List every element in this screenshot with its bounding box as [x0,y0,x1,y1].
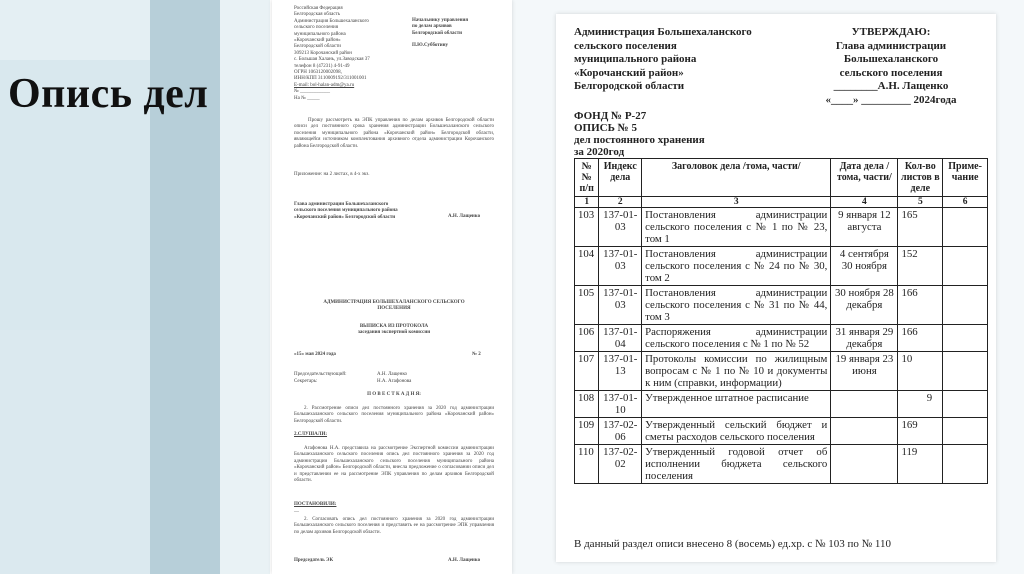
row-index: 137-01-03 [599,208,642,247]
column-number: 5 [898,197,943,208]
table-row [575,445,988,484]
letter-document [272,0,512,574]
reg-number-ref: На № _____ [294,95,320,101]
letterhead-line: ИНН/КПП 3110009192/311001001 [294,76,367,82]
org-line: Белгородской области [574,80,685,92]
request-text: Прошу рассмотреть на ЭПК управления по делам архивов Белгородской области описи дел постоянного срока хранения администрации Большехаланского сельского поселения муниципального района «Корочанский район» Белгородской области, являющейся источником комплектования архивного отдела администрации Корочанского района Белгородской области. [294,118,494,149]
row-index: 137-01-03 [599,286,642,325]
decided-dash: — [294,510,299,515]
letterhead-line: Белгородской области [294,44,341,50]
row-date: 19 января 23 июня [831,352,898,391]
background-stripe [0,0,150,60]
approval-line: Глава администрации [835,39,947,52]
letterhead-line: с. Большая Халань, ул.Заводская 37 [294,57,370,63]
row-note [943,247,988,286]
col-header-number: № № п/п [575,159,599,197]
row-title: Протоколы комиссии по жилищным вопросам с № 1 по № 10 и документы к ним (справки, информации) [642,352,831,391]
row-sheets: 169 [898,418,943,445]
row-number: 105 [575,286,599,325]
letterhead [294,6,404,102]
org-line: «Корочанский район» [574,66,684,79]
row-note [943,418,988,445]
org-line: муниципального района [574,53,697,65]
letterhead-line: сельского поселения [294,25,339,31]
table-row [575,418,988,445]
letterhead-line: Белгородская область [294,12,341,18]
table-row [575,352,988,391]
row-note [943,445,988,484]
row-number: 110 [575,445,599,484]
fund-line: дел постоянного хранения [574,134,705,146]
signer-block [294,202,444,221]
protocol-title-line: заседания экспертной комиссии [357,330,431,336]
chairman-name: А.Н. Лащенко [377,372,408,377]
reg-number: № ____________ [294,89,331,95]
letterhead-line: ОГРН 1063120002098, [294,70,342,76]
org-line: сельского поселения [574,39,677,52]
inventory-table [574,158,988,484]
fund-line: ОПИСЬ № 5 [574,122,637,134]
email-line: E-mail: bol-halan-adm@ya.ru [294,82,355,88]
column-number: 3 [642,197,831,208]
row-index: 137-02-02 [599,445,642,484]
agenda-title: П О В Е С Т К А Д Н Я: [367,392,421,397]
row-title: Постановления администрации сельского поселения с № 31 по № 44, том 3 [642,286,831,325]
col-header-title: Заголовок дела /тома, части/ [642,159,831,197]
column-number: 1 [575,197,599,208]
row-note [943,352,988,391]
approval-line: «____» _________ 2024года [825,93,957,106]
row-index: 137-01-03 [599,247,642,286]
addressee-line: Белгородской области [412,30,463,36]
row-sheets: 152 [898,247,943,286]
row-sheets: 165 [898,208,943,247]
letterhead-line: Администрация Большехаланского [294,18,369,24]
row-date [831,445,898,484]
row-title: Утвержденный сельский бюджет и сметы расходов сельского поселения [642,418,831,445]
secretary-label: Секретарь: [294,379,318,384]
signer-line: сельского поселения муниципального района [294,208,398,214]
row-number: 106 [575,325,599,352]
letterhead-line: 309213 Корочанский район [294,50,352,56]
signer-line: Глава администрации Большехаланского [294,202,389,207]
chairman-label: Председательствующий: [294,372,347,377]
col-header-sheets: Кол-во листов в деле [898,159,943,197]
row-number: 107 [575,352,599,391]
addressee-line: по делам архивов [412,24,452,30]
row-sheets: 166 [898,286,943,325]
row-note [943,325,988,352]
heard-text: Агафонова Н.А. представила на рассмотрение Экспертной комиссии администрации Большехаланского сельского поселения опись дел постоянного хранения за 2020 год администрации Большехаланского сельского поселения муниципального района «Корочанский район» Белгородской области, внесла предложение о согласовании описи дел и представлении ее на рассмотрение ЭПК управления по делам архивов Белгородской области. [294,446,494,484]
protocol-number: № 2 [472,352,481,357]
row-date: 31 января 29 декабря [831,325,898,352]
row-title: Распоряжения администрации сельского поселения с № 1 по № 52 [642,325,831,352]
protocol-title [294,324,494,337]
row-date: 4 сентября 30 ноября [831,247,898,286]
signer-line: «Корочанский район» Белгородской области [294,214,396,220]
column-numbers-row [575,197,988,208]
decided-title: ПОСТАНОВИЛИ: [294,502,337,507]
heard-title: 2.СЛУШАЛИ: [294,432,328,437]
col-header-date: Дата дела /тома, части/ [831,159,898,197]
row-index: 137-01-04 [599,325,642,352]
chair-ek-label: Председатель ЭК [294,558,334,563]
row-sheets: 119 [898,445,943,484]
protocol-header [294,300,494,313]
inventory-footer: В данный раздел описи внесено 8 (восемь) ед.хр. с № 103 по № 110 [574,538,891,550]
row-date [831,418,898,445]
inventory-document [556,14,996,562]
addressee-name: П.Ю.Субботину [412,43,449,49]
table-row [575,286,988,325]
row-date: 30 ноября 28 декабря [831,286,898,325]
row-index: 137-01-10 [599,391,642,418]
background-stripe [220,0,270,574]
column-number: 4 [831,197,898,208]
table-header-row [575,159,988,197]
row-number: 104 [575,247,599,286]
fund-line: за 2020год [574,146,625,158]
col-header-index: Индекс дела [599,159,642,197]
table-row [575,247,988,286]
row-sheets: 9 [898,391,943,418]
approval-line: ________А.Н. Лащенко [833,80,949,92]
attachment-line: Приложение: на 2 листах, в 4-х экз. [294,172,370,177]
row-date: 9 января 12 августа [831,208,898,247]
agenda-text: 2. Рассмотрение описи дел постоянного хранения за 2020 год администрации Большехаланского сельского поселения муниципального района «Корочанский район» Белгородской области. [294,406,494,424]
row-number: 109 [575,418,599,445]
approval-line: сельского поселения [839,66,943,79]
row-index: 137-02-06 [599,418,642,445]
row-index: 137-01-13 [599,352,642,391]
addressee-line: Начальнику управления [412,18,469,23]
protocol-title-line: ВЫПИСКА ИЗ ПРОТОКОЛА [359,324,429,329]
table-row [575,391,988,418]
row-title: Утвержденный годовой отчет об исполнении бюджета сельского поселения [642,445,831,484]
addressee [412,18,502,50]
background-stripe [0,330,150,574]
row-title: Постановления администрации сельского поселения с № 24 по № 30, том 2 [642,247,831,286]
table-row [575,208,988,247]
decided-text: 2. Согласовать опись дел постоянного хранения за 2020 год администрации Большехаланского сельского поселения и представить ее на рассмотрение ЭПК управления по делам архивов Белгородской области. [294,517,494,535]
chair-ek-name: А.Н. Лащенко [448,558,481,563]
row-sheets: 166 [898,325,943,352]
fund-line: ФОНД № Р-27 [574,110,647,122]
row-title: Постановления администрации сельского поселения с № 1 по № 23, том 1 [642,208,831,247]
column-number: 6 [943,197,988,208]
organization-block [574,26,752,94]
org-line: Администрация Большехаланского [574,26,752,38]
secretary-name: Н.А. Агафонова [377,379,412,384]
letterhead-line: «Корочанский район» [294,38,341,44]
signer-name: А.Н. Лащенко [448,214,481,219]
row-sheets: 10 [898,352,943,391]
row-number: 103 [575,208,599,247]
row-note [943,208,988,247]
row-note [943,286,988,325]
letterhead-line: муниципального района [294,31,346,37]
slide-title: Опись дел [8,71,209,117]
row-title: Утвержденное штатное расписание [642,391,831,418]
table-row [575,325,988,352]
protocol-date: «15» мая 2024 года [294,352,336,357]
fund-block [574,110,705,158]
approval-line: УТВЕРЖДАЮ: [851,26,931,38]
letterhead-line: Российская Федерация [294,6,343,11]
approval-line: Большехаланского [843,53,939,65]
row-number: 108 [575,391,599,418]
letterhead-line: телефон 8 (47231) 4-91-49 [294,63,350,69]
row-note [943,391,988,418]
column-number: 2 [599,197,642,208]
row-date [831,391,898,418]
col-header-note: Приме-чание [943,159,988,197]
protocol-header-line: ПОСЕЛЕНИЯ [377,306,411,312]
approval-block [796,26,986,107]
protocol-header-line: АДМИНИСТРАЦИЯ БОЛЬШЕХАЛАНСКОГО СЕЛЬСКОГО [323,300,465,305]
